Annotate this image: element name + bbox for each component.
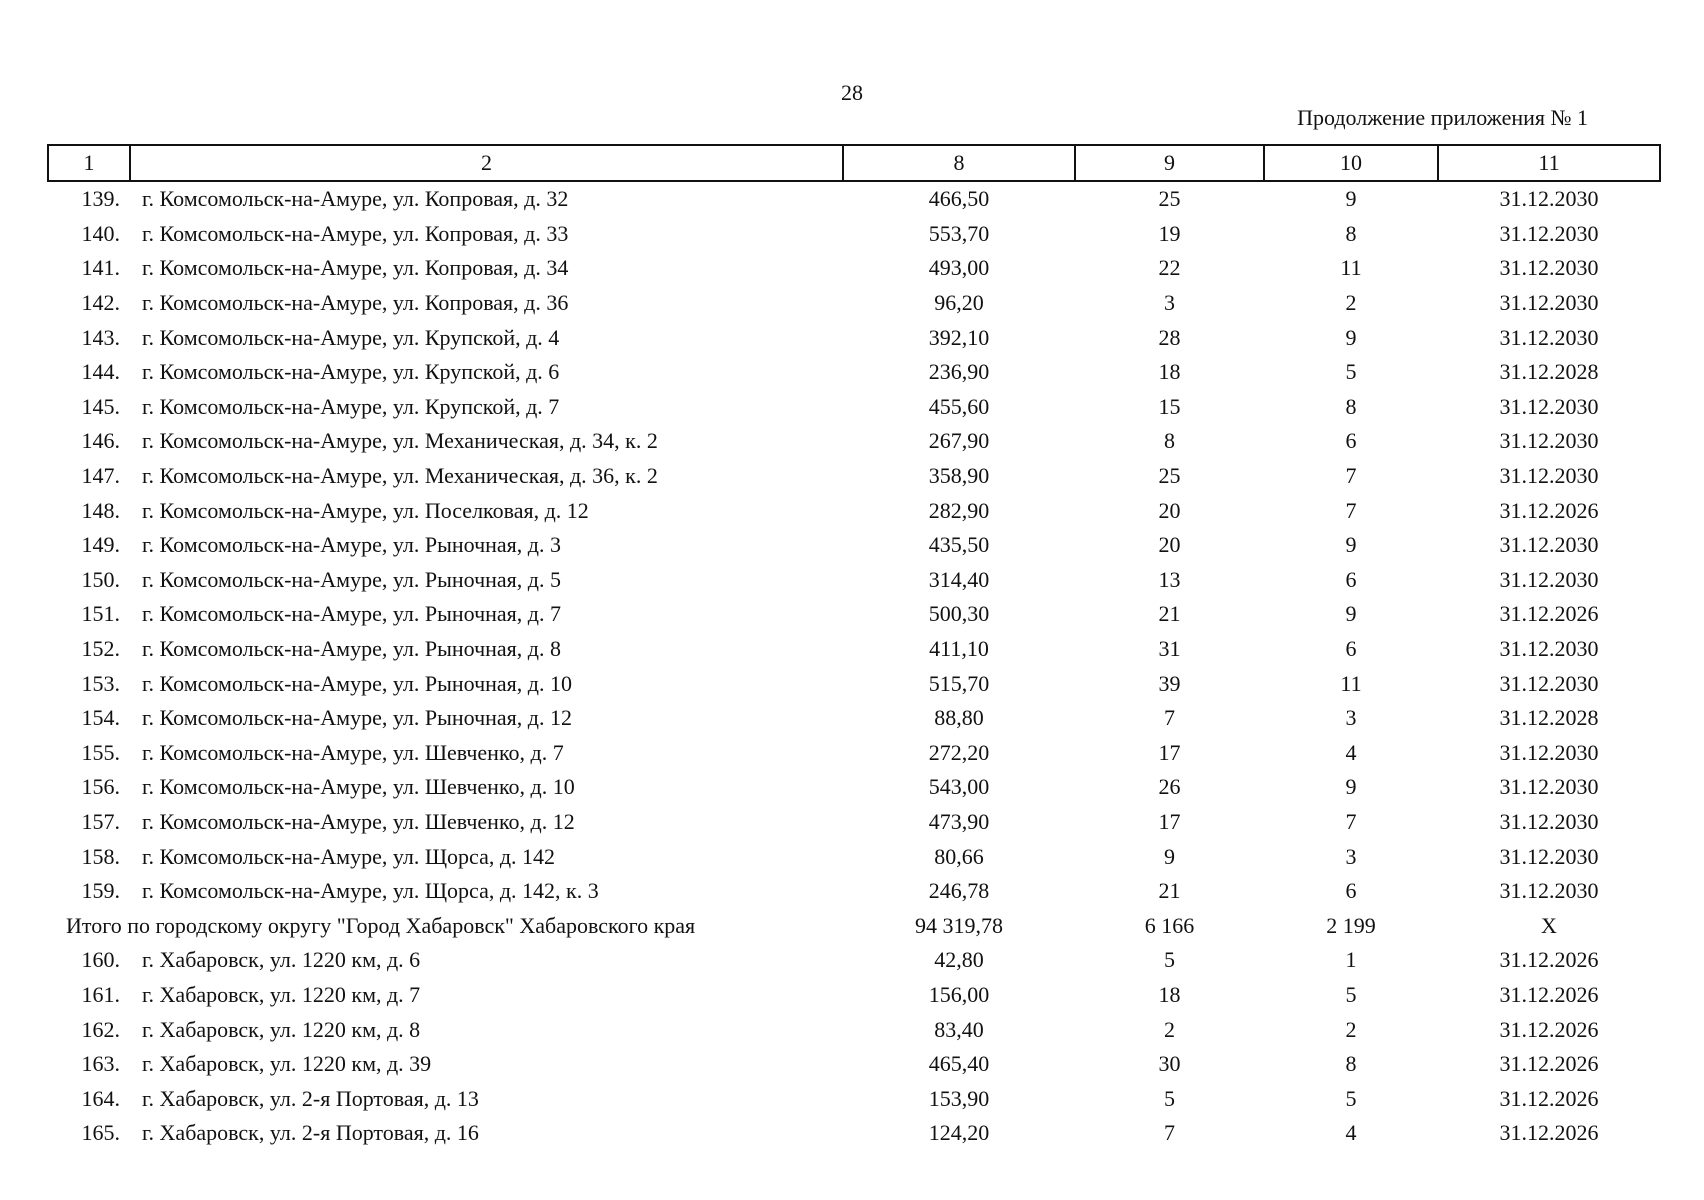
column-header-1: 1 <box>48 145 130 181</box>
row-col-10: 8 <box>1345 220 1357 246</box>
row-col-11: 31.12.2026 <box>1499 601 1599 627</box>
row-col-10: 8 <box>1345 393 1357 419</box>
table-row <box>48 666 1660 701</box>
row-col-8: 358,90 <box>928 463 990 489</box>
row-col-8: 473,90 <box>928 808 990 834</box>
row-number: 165. <box>81 1120 120 1146</box>
row-number: 163. <box>81 1051 120 1077</box>
row-col-10: 6 <box>1345 878 1357 904</box>
row-col-8: 411,10 <box>929 636 989 662</box>
row-col-10: 8 <box>1345 1051 1357 1077</box>
row-col-8: 543,00 <box>928 774 990 800</box>
row-col-8: 493,00 <box>928 255 990 281</box>
row-col-11: 31.12.2030 <box>1499 393 1599 419</box>
row-col-9: 20 <box>1158 497 1181 523</box>
table-row <box>48 943 1660 978</box>
row-address: г. Комсомольск-на-Амуре, ул. Рыночная, д. 7 <box>142 601 561 627</box>
row-number: 161. <box>81 981 120 1007</box>
row-col-11: 31.12.2030 <box>1499 428 1599 454</box>
row-col-9: 21 <box>1158 878 1181 904</box>
row-col-8: 42,80 <box>934 947 984 973</box>
row-col-8: 267,90 <box>928 428 990 454</box>
table-row <box>48 597 1660 632</box>
row-number: 152. <box>81 636 120 662</box>
row-col-8: 88,80 <box>934 705 984 731</box>
row-col-11: 31.12.2026 <box>1499 1120 1599 1146</box>
row-address: г. Комсомольск-на-Амуре, ул. Рыночная, д. 12 <box>142 705 572 731</box>
row-col-8: 500,30 <box>928 601 990 627</box>
total-col-8: 94 319,78 <box>915 912 1003 938</box>
table-row <box>48 1047 1660 1082</box>
row-col-9: 13 <box>1158 566 1181 592</box>
table-row <box>48 839 1660 874</box>
row-number: 162. <box>81 1016 120 1042</box>
row-col-9: 2 <box>1164 1016 1175 1042</box>
table-row <box>48 424 1660 459</box>
row-col-11: 31.12.2030 <box>1499 774 1599 800</box>
header-row <box>48 145 1660 181</box>
row-col-11: 31.12.2030 <box>1499 290 1599 316</box>
row-address: г. Хабаровск, ул. 2-я Портовая, д. 13 <box>142 1085 479 1111</box>
row-number: 149. <box>81 532 120 558</box>
row-col-8: 392,10 <box>928 324 990 350</box>
row-number: 158. <box>81 843 120 869</box>
table-row <box>48 978 1660 1013</box>
row-col-8: 246,78 <box>928 878 990 904</box>
row-col-10: 5 <box>1345 1085 1357 1111</box>
row-address: г. Комсомольск-на-Амуре, ул. Щорса, д. 142, к. 3 <box>142 878 599 904</box>
row-address: г. Хабаровск, ул. 1220 км, д. 6 <box>142 947 421 973</box>
row-number: 142. <box>81 290 120 316</box>
row-number: 144. <box>81 359 120 385</box>
row-number: 150. <box>81 566 120 592</box>
row-number: 154. <box>81 705 120 731</box>
row-address: г. Комсомольск-на-Амуре, ул. Копровая, д. 34 <box>142 255 569 281</box>
row-address: г. Комсомольск-на-Амуре, ул. Рыночная, д. 3 <box>142 532 561 558</box>
table-body-komsomolsk <box>48 181 1660 908</box>
row-address: г. Хабаровск, ул. 2-я Портовая, д. 16 <box>142 1120 479 1146</box>
total-row <box>48 908 1660 943</box>
row-col-9: 25 <box>1158 463 1181 489</box>
row-number: 140. <box>81 220 120 246</box>
row-col-11: 31.12.2030 <box>1499 532 1599 558</box>
column-header-9: 9 <box>1075 145 1264 181</box>
table-row <box>48 320 1660 355</box>
row-col-11: 31.12.2030 <box>1499 878 1599 904</box>
row-col-11: 31.12.2026 <box>1499 1085 1599 1111</box>
row-col-11: 31.12.2030 <box>1499 566 1599 592</box>
row-col-9: 5 <box>1164 1085 1175 1111</box>
row-col-9: 21 <box>1158 601 1181 627</box>
row-address: г. Хабаровск, ул. 1220 км, д. 7 <box>142 981 421 1007</box>
table-row <box>48 1116 1660 1151</box>
row-col-9: 20 <box>1158 532 1181 558</box>
row-col-9: 25 <box>1158 186 1181 212</box>
row-col-11: 31.12.2026 <box>1499 1016 1599 1042</box>
row-number: 148. <box>81 497 120 523</box>
row-col-8: 515,70 <box>928 670 990 696</box>
table-row <box>48 736 1660 771</box>
row-col-8: 83,40 <box>934 1016 984 1042</box>
row-col-11: 31.12.2030 <box>1499 843 1599 869</box>
row-col-9: 31 <box>1158 636 1181 662</box>
row-number: 164. <box>81 1085 120 1111</box>
row-col-11: 31.12.2028 <box>1499 705 1599 731</box>
table-total <box>48 908 1660 943</box>
row-address: г. Комсомольск-на-Амуре, ул. Крупской, д. 6 <box>142 359 560 385</box>
row-col-8: 80,66 <box>934 843 984 869</box>
row-address: г. Комсомольск-на-Амуре, ул. Шевченко, д. 10 <box>142 774 575 800</box>
row-address: г. Комсомольск-на-Амуре, ул. Копровая, д. 33 <box>142 220 569 246</box>
row-col-9: 17 <box>1158 739 1181 765</box>
row-address: г. Комсомольск-на-Амуре, ул. Шевченко, д. 7 <box>142 739 564 765</box>
row-col-9: 26 <box>1158 774 1181 800</box>
row-address: г. Комсомольск-на-Амуре, ул. Шевченко, д. 12 <box>142 808 575 834</box>
row-col-10: 9 <box>1345 774 1357 800</box>
table-row <box>48 390 1660 425</box>
row-col-11: 31.12.2030 <box>1499 808 1599 834</box>
row-col-8: 272,20 <box>928 739 990 765</box>
table-row <box>48 563 1660 598</box>
row-col-11: 31.12.2030 <box>1499 220 1599 246</box>
row-number: 156. <box>81 774 120 800</box>
row-col-8: 124,20 <box>928 1120 990 1146</box>
row-col-10: 9 <box>1345 324 1357 350</box>
row-address: г. Комсомольск-на-Амуре, ул. Рыночная, д. 8 <box>142 636 561 662</box>
row-col-9: 17 <box>1158 808 1181 834</box>
table-row <box>48 286 1660 321</box>
row-col-10: 5 <box>1345 981 1357 1007</box>
row-col-10: 9 <box>1345 186 1357 212</box>
table-row <box>48 1012 1660 1047</box>
row-col-9: 8 <box>1164 428 1175 454</box>
row-address: г. Хабаровск, ул. 1220 км, д. 39 <box>142 1051 432 1077</box>
column-header-8: 8 <box>843 145 1075 181</box>
row-col-10: 6 <box>1345 566 1357 592</box>
row-col-11: 31.12.2030 <box>1499 636 1599 662</box>
row-col-9: 18 <box>1158 359 1181 385</box>
row-col-10: 2 <box>1345 290 1357 316</box>
row-number: 146. <box>81 428 120 454</box>
row-col-8: 236,90 <box>928 359 990 385</box>
table-row <box>48 770 1660 805</box>
row-number: 153. <box>81 670 120 696</box>
row-number: 147. <box>81 463 120 489</box>
total-col-11: Х <box>1541 912 1557 938</box>
column-header-2: 2 <box>130 145 843 181</box>
row-col-11: 31.12.2026 <box>1499 981 1599 1007</box>
row-number: 143. <box>81 324 120 350</box>
row-col-8: 435,50 <box>928 532 990 558</box>
row-col-10: 5 <box>1345 359 1357 385</box>
row-col-9: 7 <box>1164 1120 1175 1146</box>
row-col-10: 6 <box>1345 636 1357 662</box>
row-col-8: 156,00 <box>928 981 990 1007</box>
row-col-10: 1 <box>1345 947 1357 973</box>
row-address: г. Комсомольск-на-Амуре, ул. Рыночная, д. 10 <box>142 670 572 696</box>
row-col-8: 153,90 <box>928 1085 990 1111</box>
row-number: 157. <box>81 808 120 834</box>
row-col-10: 3 <box>1345 843 1357 869</box>
row-col-9: 5 <box>1164 947 1175 973</box>
table-row <box>48 493 1660 528</box>
table-row <box>48 805 1660 840</box>
row-col-10: 4 <box>1345 1120 1357 1146</box>
row-col-9: 30 <box>1158 1051 1181 1077</box>
row-col-10: 2 <box>1345 1016 1357 1042</box>
row-address: г. Комсомольск-на-Амуре, ул. Копровая, д. 36 <box>142 290 569 316</box>
total-col-10: 2 199 <box>1326 912 1376 938</box>
buildings-table <box>47 144 1661 1151</box>
row-address: г. Комсомольск-на-Амуре, ул. Механическая, д. 34, к. 2 <box>142 428 658 454</box>
row-col-9: 7 <box>1164 705 1175 731</box>
row-col-10: 9 <box>1345 532 1357 558</box>
table-row <box>48 1081 1660 1116</box>
row-col-8: 466,50 <box>928 186 990 212</box>
row-col-8: 465,40 <box>928 1051 990 1077</box>
row-number: 141. <box>81 255 120 281</box>
row-col-8: 455,60 <box>928 393 990 419</box>
row-col-11: 31.12.2026 <box>1499 1051 1599 1077</box>
table-row <box>48 181 1660 217</box>
row-address: г. Хабаровск, ул. 1220 км, д. 8 <box>142 1016 421 1042</box>
row-col-9: 15 <box>1158 393 1181 419</box>
row-address: г. Комсомольск-на-Амуре, ул. Механическая, д. 36, к. 2 <box>142 463 658 489</box>
row-col-9: 18 <box>1158 981 1181 1007</box>
row-col-11: 31.12.2030 <box>1499 463 1599 489</box>
appendix-continuation-note: Продолжение приложения № 1 <box>1297 105 1588 130</box>
row-col-11: 31.12.2026 <box>1499 947 1599 973</box>
row-address: г. Комсомольск-на-Амуре, ул. Копровая, д. 32 <box>142 186 569 212</box>
row-col-10: 9 <box>1345 601 1357 627</box>
row-address: г. Комсомольск-на-Амуре, ул. Рыночная, д. 5 <box>142 566 561 592</box>
row-col-10: 7 <box>1345 463 1357 489</box>
row-number: 155. <box>81 739 120 765</box>
row-col-9: 39 <box>1158 670 1181 696</box>
row-number: 139. <box>81 186 120 212</box>
total-col-9: 6 166 <box>1144 912 1195 938</box>
row-col-11: 31.12.2028 <box>1499 359 1599 385</box>
row-col-8: 314,40 <box>928 566 990 592</box>
row-col-11: 31.12.2030 <box>1499 324 1599 350</box>
row-col-10: 11 <box>1340 670 1362 696</box>
row-number: 160. <box>81 947 120 973</box>
table-row <box>48 459 1660 494</box>
row-col-10: 4 <box>1345 739 1357 765</box>
row-col-11: 31.12.2030 <box>1499 670 1599 696</box>
row-col-8: 96,20 <box>934 290 984 316</box>
row-col-9: 19 <box>1158 220 1181 246</box>
row-address: г. Комсомольск-на-Амуре, ул. Крупской, д. 4 <box>142 324 560 350</box>
table-row <box>48 632 1660 667</box>
row-col-11: 31.12.2026 <box>1499 497 1599 523</box>
table-header <box>48 145 1660 181</box>
row-col-11: 31.12.2030 <box>1499 186 1599 212</box>
row-col-10: 6 <box>1345 428 1357 454</box>
row-address: г. Комсомольск-на-Амуре, ул. Крупской, д. 7 <box>142 393 560 419</box>
row-number: 159. <box>81 878 120 904</box>
table-row <box>48 528 1660 563</box>
row-col-9: 3 <box>1164 290 1175 316</box>
row-col-8: 282,90 <box>928 497 990 523</box>
table-body-khabarovsk <box>48 943 1660 1151</box>
row-col-10: 7 <box>1345 497 1357 523</box>
row-number: 151. <box>81 601 120 627</box>
row-address: г. Комсомольск-на-Амуре, ул. Поселковая, д. 12 <box>142 497 589 523</box>
table-row <box>48 874 1660 909</box>
row-col-8: 553,70 <box>928 220 990 246</box>
page-number: 28 <box>841 80 863 105</box>
column-header-11: 11 <box>1438 145 1660 181</box>
row-col-11: 31.12.2030 <box>1499 739 1599 765</box>
table-row <box>48 355 1660 390</box>
total-label: Итого по городскому округу "Город Хабаровск" Хабаровского края <box>66 912 696 938</box>
row-col-10: 7 <box>1345 808 1357 834</box>
column-header-10: 10 <box>1264 145 1438 181</box>
row-number: 145. <box>81 393 120 419</box>
table-row <box>48 701 1660 736</box>
row-col-11: 31.12.2030 <box>1499 255 1599 281</box>
row-col-9: 22 <box>1158 255 1181 281</box>
row-col-9: 9 <box>1164 843 1175 869</box>
table-row <box>48 217 1660 252</box>
row-address: г. Комсомольск-на-Амуре, ул. Щорса, д. 142 <box>142 843 556 869</box>
table-row <box>48 251 1660 286</box>
row-col-10: 11 <box>1340 255 1362 281</box>
row-col-10: 3 <box>1345 705 1357 731</box>
row-col-9: 28 <box>1158 324 1181 350</box>
